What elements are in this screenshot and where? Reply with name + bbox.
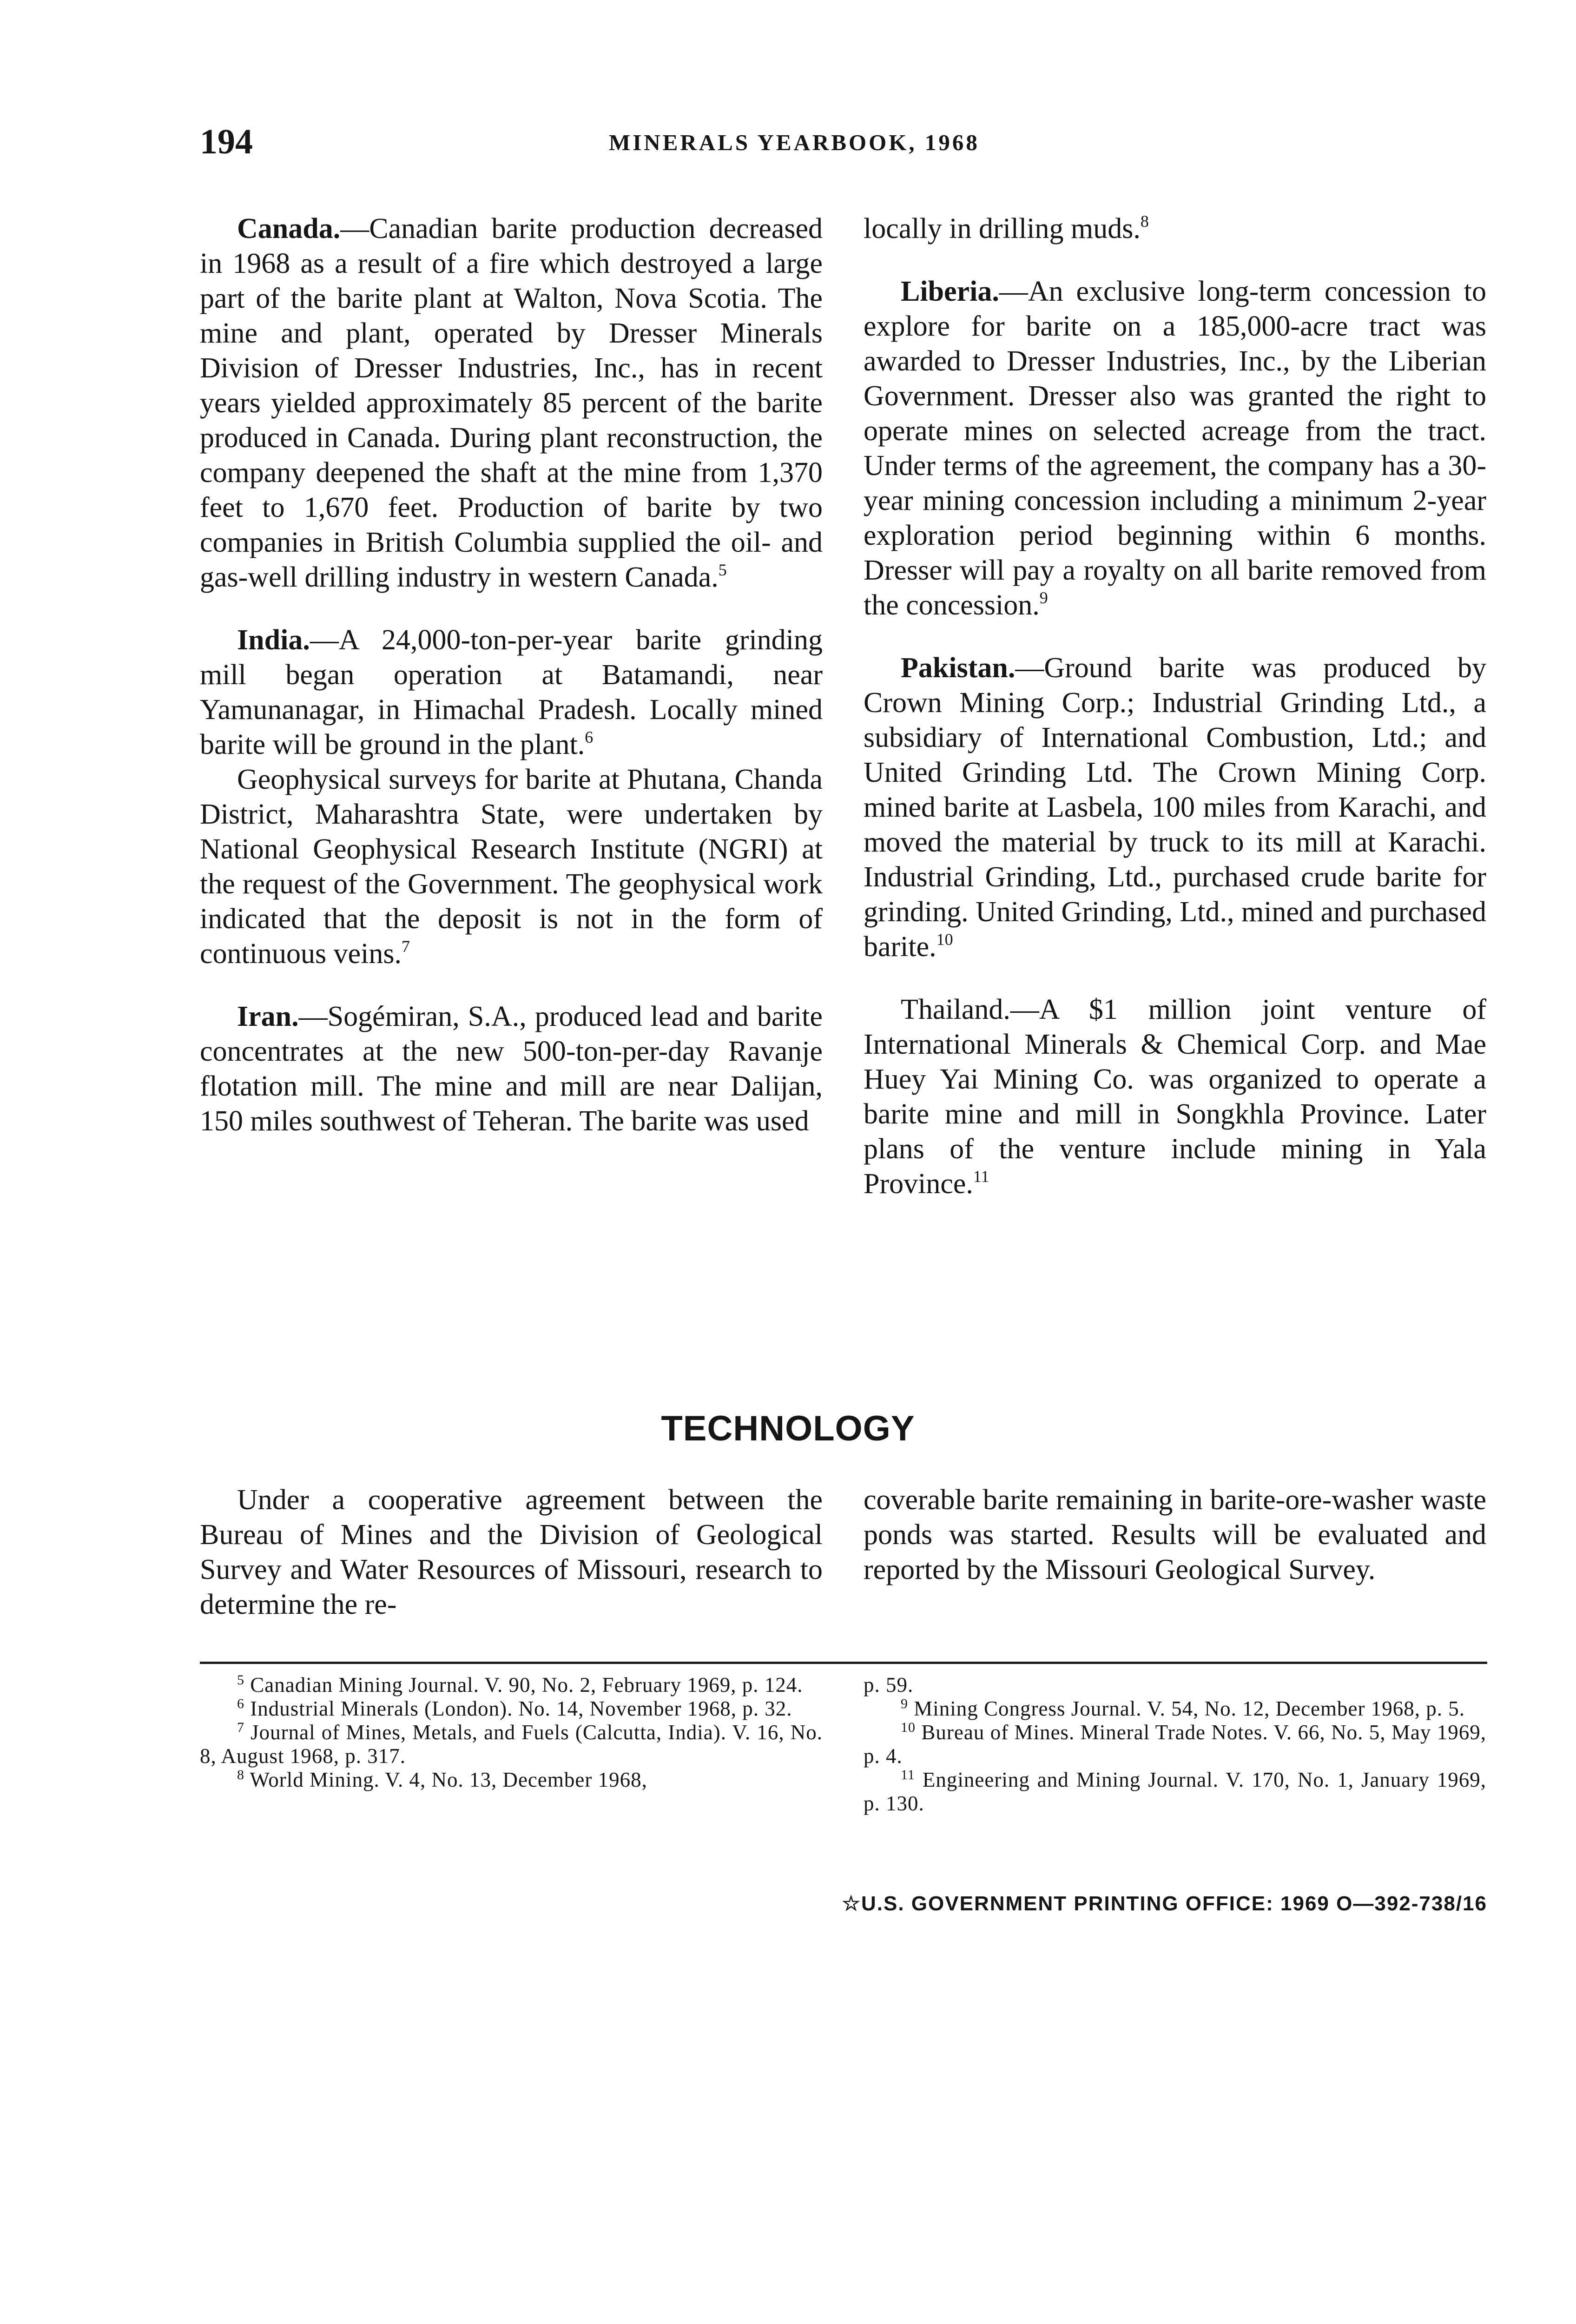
footnote	[200, 1721, 823, 1768]
star-icon: ☆	[842, 1892, 861, 1915]
footnote-number: 9	[901, 1696, 908, 1711]
entry-lead: Canada.	[237, 213, 341, 244]
footnote-number: 8	[237, 1767, 244, 1783]
left-column	[200, 211, 823, 1139]
entry-text: —A $1 million joint venture of International Minerals & Chemical Corp. and Mae Huey Yai Mining Co. was organized to operate a barite mine and mill in Songkhla Province. Later plans of the venture include mining in Yala Province.	[864, 994, 1486, 1200]
footnote-ref: 8	[1140, 212, 1149, 231]
footnote-text: Mining Congress Journal. V. 54, No. 12, December 1968, p. 5.	[914, 1697, 1465, 1720]
footnote-ref: 7	[401, 937, 410, 956]
right-column	[864, 211, 1486, 1202]
footnote	[200, 1673, 823, 1697]
footnote	[864, 1721, 1486, 1768]
footnote-divider	[200, 1662, 1487, 1664]
entry-text: —Canadian barite production decreased in 1968 as a result of a fire which destroyed a large part of the barite plant at Walton, Nova Scotia. The mine and plant, operated by Dresser Minerals Division of Dresser Industries, Inc., has in recent years yielded approximately 85 percent of the barite produced in Canada. During plant reconstruction, the company deepened the shaft at the mine from 1,370 feet to 1,670 feet. Production of barite by two companies in British Columbia supplied the oil- and gas-well drilling industry in western Canada.	[200, 213, 823, 593]
entry-text: —An exclusive long-term concession to explore for barite on a 185,000-acre tract was awarded to Dresser Industries, Inc., by the Liberian Government. Dresser also was granted the right to operate mines on selected acreage from the tract. Under terms of the agreement, the company has a 30-year mining concession including a minimum 2-year exploration period beginning within 6 months. Dresser will pay a royalty on all barite removed from the concession.	[864, 276, 1486, 621]
footnote-ref: 11	[973, 1167, 989, 1186]
entry-lead: Liberia.	[901, 276, 999, 307]
entry-lead: Pakistan.	[901, 652, 1015, 684]
footnote	[864, 1768, 1486, 1816]
running-title: MINERALS YEARBOOK, 1968	[609, 130, 980, 155]
technology-paragraph: Under a cooperative agreement between the Bureau of Mines and the Division of Geological Survey and Water Resources of Missouri, research to determine the re-	[200, 1484, 823, 1620]
entry-iran	[200, 999, 823, 1139]
footnote-number: 5	[237, 1672, 244, 1688]
entry-india	[200, 623, 823, 762]
footnote-number: 10	[901, 1720, 916, 1735]
technology-left-column	[200, 1483, 823, 1622]
footnote	[200, 1697, 823, 1721]
entry-liberia	[864, 274, 1486, 623]
section-heading-technology: TECHNOLOGY	[661, 1409, 915, 1448]
entry-iran-continued	[864, 211, 1486, 246]
entry-pakistan	[864, 651, 1486, 964]
entry-text: locally in drilling muds.	[864, 213, 1141, 244]
imprint-text: U.S. GOVERNMENT PRINTING OFFICE: 1969 O—392-738/16	[861, 1892, 1487, 1915]
paragraph-text: Geophysical surveys for barite at Phutana, Chanda District, Maharashtra State, were undertaken by National Geophysical Research Institute (NGRI) at the request of the Government. The geophysical work indicated that the deposit is not in the form of continuous veins.	[200, 764, 823, 970]
page-number: 194	[200, 122, 253, 161]
footnote-ref: 5	[718, 561, 727, 579]
running-head	[200, 122, 1515, 164]
footnote-number: 11	[901, 1767, 915, 1783]
entry-thailand	[864, 992, 1486, 1202]
entry-lead: Iran.	[237, 1001, 299, 1032]
footnote-ref: 10	[936, 930, 953, 949]
footnotes-right	[864, 1673, 1486, 1816]
footnote-number: 7	[237, 1720, 244, 1735]
footnote-number: 6	[237, 1696, 244, 1711]
footnote-continued: p. 59.	[864, 1673, 914, 1697]
footnote-text: Journal of Mines, Metals, and Fuels (Calcutta, India). V. 16, No. 8, August 1968, p. 317.	[200, 1721, 823, 1768]
paragraph-india-surveys	[200, 762, 823, 971]
entry-text: —Ground barite was produced by Crown Mining Corp.; Industrial Grinding Ltd., a subsidiary of International Combustion, Ltd.; and United Grinding Ltd. The Crown Mining Corp. mined barite at Lasbela, 100 miles from Karachi, and moved the material by truck to its mill at Karachi. Industrial Grinding, Ltd., purchased crude barite for grinding. United Grinding, Ltd., mined and purchased barite.	[864, 652, 1486, 963]
technology-right-column	[864, 1483, 1486, 1587]
footnote-ref: 9	[1039, 588, 1048, 607]
footnote-ref: 6	[585, 728, 593, 746]
footnotes-left	[200, 1673, 823, 1792]
footnote-text: World Mining. V. 4, No. 13, December 1968,	[250, 1768, 647, 1791]
footnote-text: Engineering and Mining Journal. V. 170, No. 1, January 1969, p. 130.	[864, 1768, 1487, 1815]
entry-text: —Sogémiran, S.A., produced lead and barite concentrates at the new 500-ton-per-day Ravanje flotation mill. The mine and mill are near Dalijan, 150 miles southwest of Teheran. The barite was used	[200, 1001, 823, 1137]
technology-paragraph-continued: coverable barite remaining in barite-ore-washer waste ponds was started. Results will be evaluated and reported by the Missouri Geological Survey.	[864, 1484, 1486, 1585]
footnote-text: Canadian Mining Journal. V. 90, No. 2, February 1969, p. 124.	[250, 1673, 803, 1697]
footnote	[200, 1768, 823, 1792]
entry-lead: Thailand.	[901, 994, 1010, 1025]
entry-lead: India.	[237, 624, 310, 656]
printing-office-imprint	[730, 1892, 1487, 1915]
footnote	[864, 1697, 1486, 1721]
entry-canada	[200, 211, 823, 595]
footnote-text: Bureau of Mines. Mineral Trade Notes. V. 66, No. 5, May 1969, p. 4.	[864, 1721, 1486, 1768]
footnote-text: Industrial Minerals (London). No. 14, November 1968, p. 32.	[250, 1697, 792, 1720]
entry-text: —A 24,000-ton-per-year barite grinding mill began operation at Batamandi, near Yamunanagar, in Himachal Pradesh. Locally mined barite will be ground in the plant.	[200, 624, 823, 760]
